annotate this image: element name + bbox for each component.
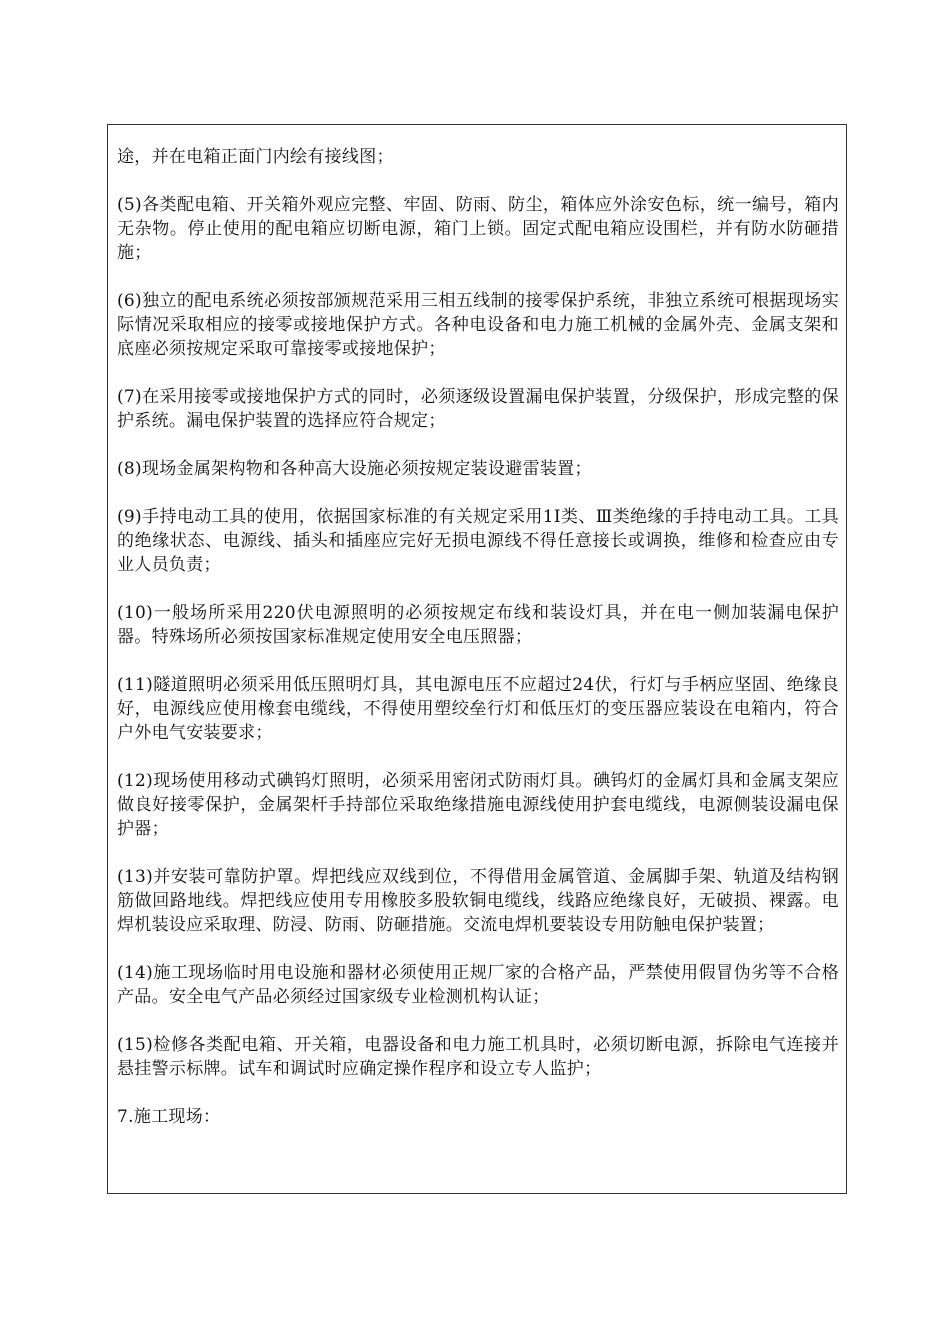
paragraph-item-11: (11)隧道照明必须采用低压照明灯具，其电源电压不应超过24伏，行灯与手柄应坚固、绝缘良好，电源线应使用橡套电缆线，不得使用塑绞垒行灯和低压灯的变压器应装设在电箱内，符合户外电气安装要求； [117, 675, 839, 743]
paragraph-item-15: (15)检修各类配电箱、开关箱，电器设备和电力施工机具时，必须切断电源，拆除电气连接并悬挂警示标牌。试车和调试时应确定操作程序和设立专人监护； [117, 1035, 839, 1079]
paragraph-item-12: (12)现场使用移动式碘钨灯照明，必须采用密闭式防雨灯具。碘钨灯的金属灯具和金属支架应做良好接零保护，金属架杆手持部位采取绝缘措施电源线使用护套电缆线，电源侧装设漏电保护器； [117, 771, 839, 839]
paragraph-continuation: 途，并在电箱正面门内绘有接线图； [117, 147, 394, 167]
paragraph-item-7: (7)在采用接零或接地保护方式的同时，必须逐级设置漏电保护装置，分级保护，形成完整的保护系统。漏电保护装置的选择应符合规定； [117, 387, 839, 431]
section-heading-7: 7.施工现场： [117, 1107, 221, 1127]
paragraph-item-8: (8)现场金属架构物和各种高大设施必须按规定装设避雷装置； [117, 459, 592, 479]
paragraph-item-10: (10)一般场所采用220伏电源照明的必须按规定布线和装设灯具，并在电一侧加装漏电保护器。特殊场所必须按国家标准规定使用安全电压照器； [117, 603, 839, 647]
paragraph-item-14: (14)施工现场临时用电设施和器材必须使用正规厂家的合格产品，严禁使用假冒伪劣等不合格产品。安全电气产品必须经过国家级专业检测机构认证； [117, 963, 839, 1007]
paragraph-item-5: (5)各类配电箱、开关箱外观应完整、牢固、防雨、防尘，箱体应外涂安色标，统一编号，箱内无杂物。停止使用的配电箱应切断电源，箱门上锁。固定式配电箱应设围栏，并有防水防砸措施； [117, 195, 839, 263]
paragraph-item-13: (13)并安装可靠防护罩。焊把线应双线到位，不得借用金属管道、金属脚手架、轨道及结构钢筋做回路地线。焊把线应使用专用橡胶多股软铜电缆线，线路应绝缘良好，无破损、裸露。电焊机装设应采取理、防浸、防雨、防砸措施。交流电焊机要装设专用防触电保护装置； [117, 867, 839, 935]
paragraph-item-9: (9)手持电动工具的使用，依据国家标准的有关规定采用1I类、Ⅲ类绝缘的手持电动工具。工具的绝缘状态、电源线、插头和插座应完好无损电源线不得任意接长或调换，维修和检查应由专业人员负责； [117, 507, 839, 575]
paragraph-item-6: (6)独立的配电系统必须按部颁规范采用三相五线制的接零保护系统，非独立系统可根据现场实际情况采取相应的接零或接地保护方式。各种电设备和电力施工机械的金属外壳、金属支架和底座必须按规定采取可靠接零或接地保护； [117, 291, 839, 359]
document-body [117, 145, 839, 1153]
